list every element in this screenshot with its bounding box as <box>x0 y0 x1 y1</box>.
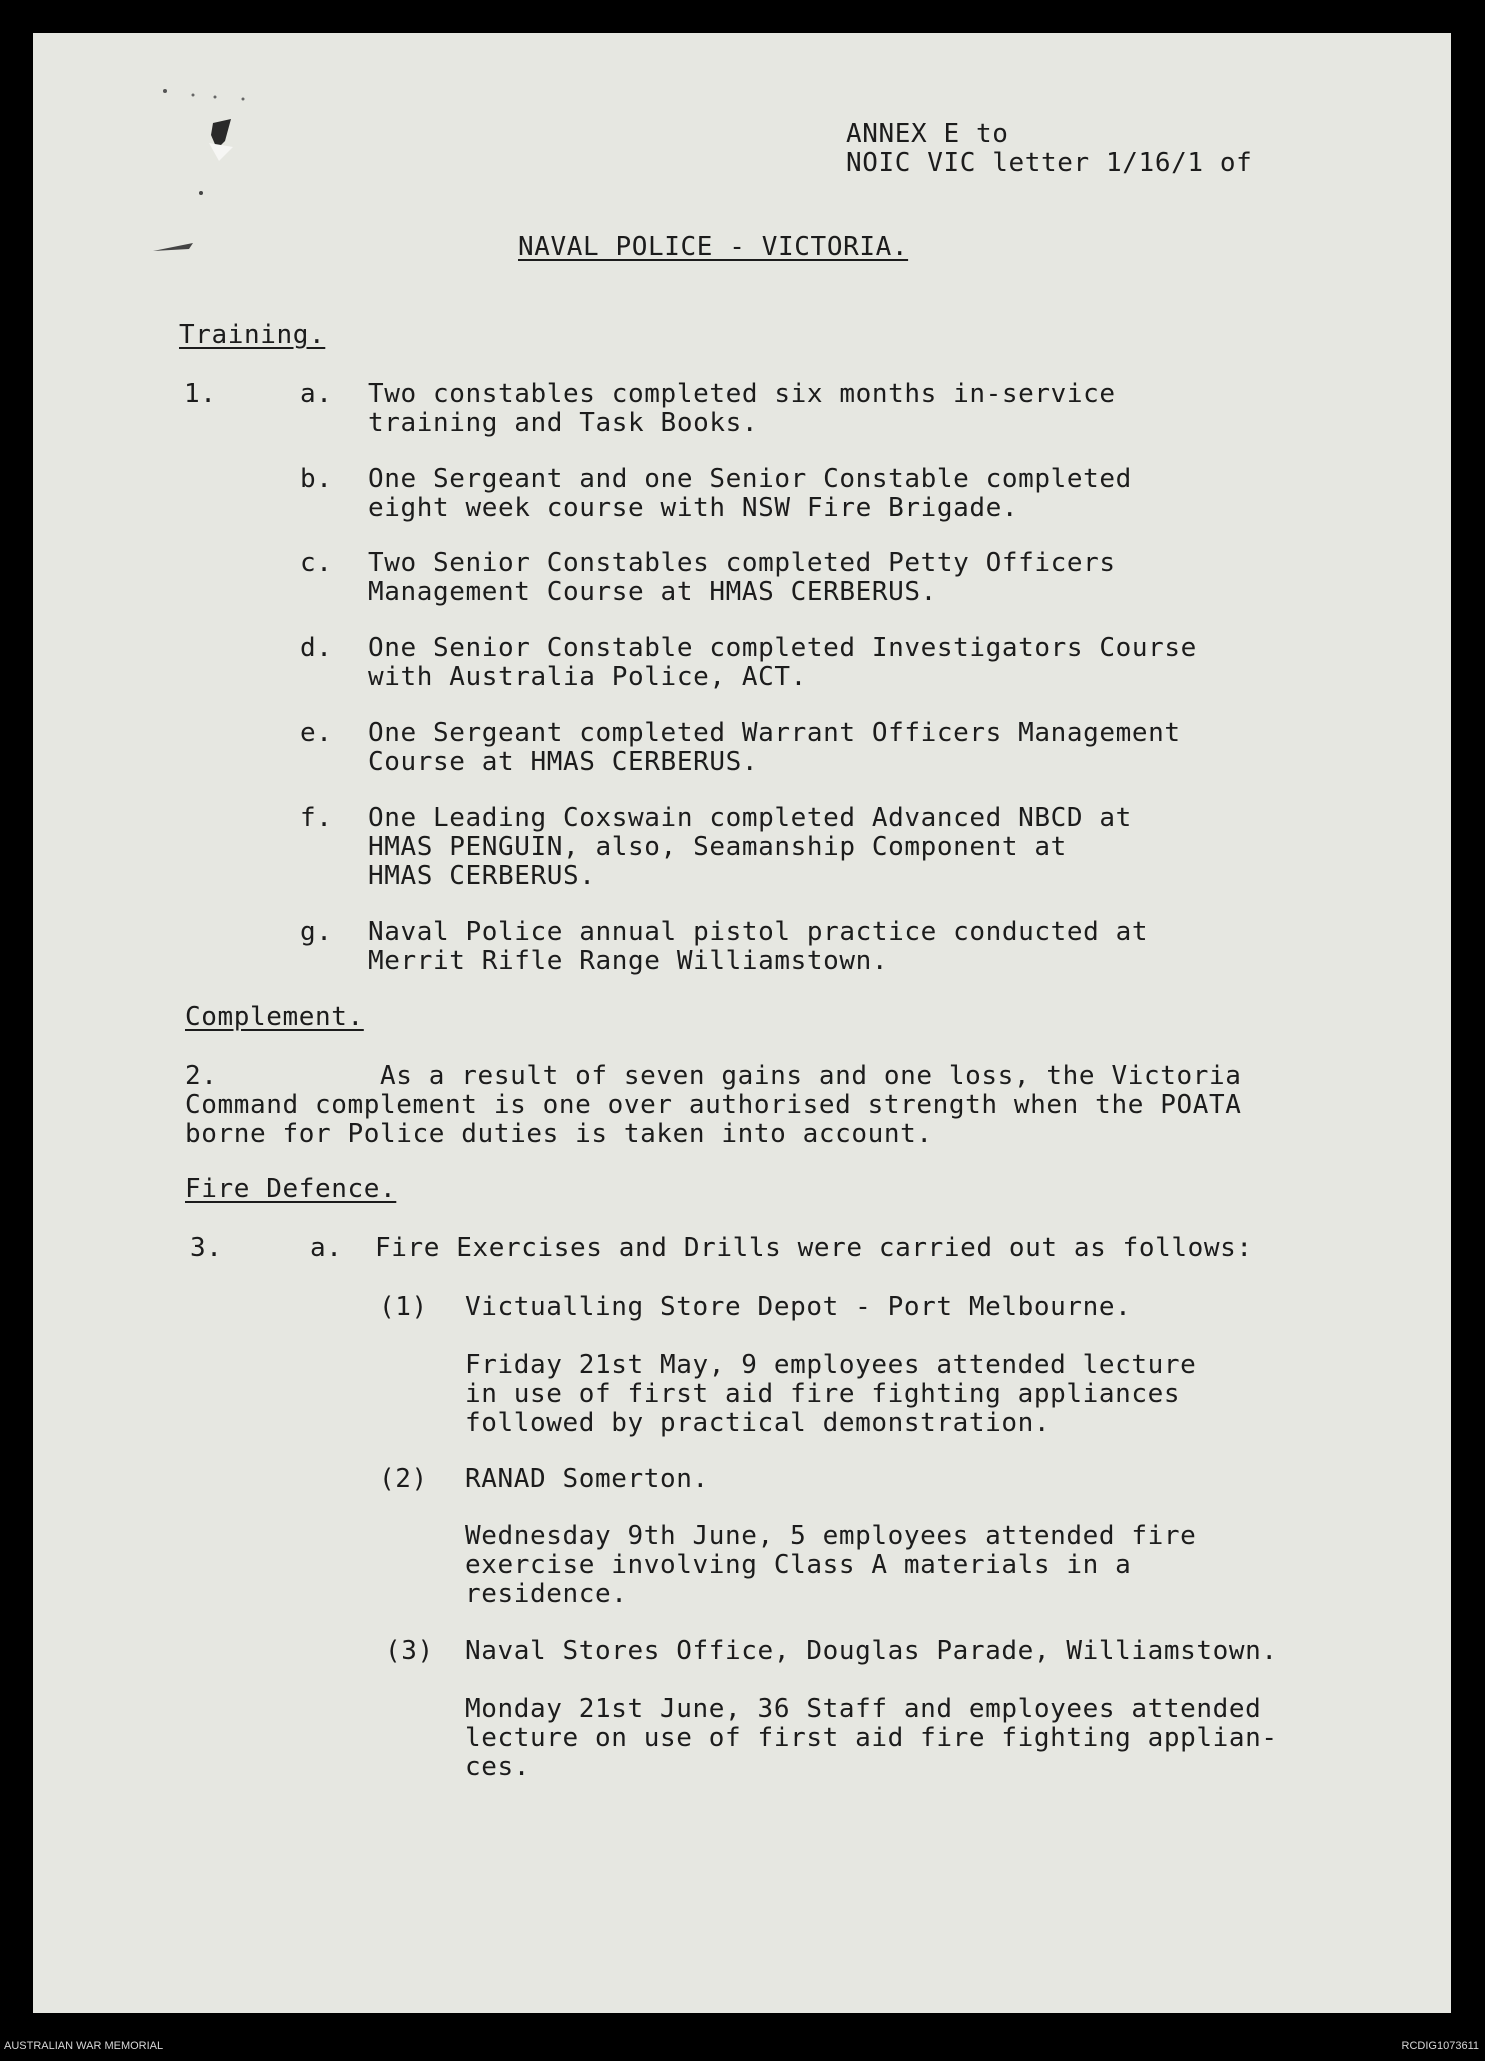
subitem-title: RANAD Somerton. <box>465 1464 709 1494</box>
item-letter: e. <box>300 718 333 748</box>
subitem-title: Naval Stores Office, Douglas Parade, Williamstown. <box>465 1636 1278 1666</box>
item-line: Naval Police annual pistol practice conducted at <box>368 917 1149 947</box>
annex-line-1: ANNEX E to <box>846 119 1009 149</box>
complement-para-line: borne for Police duties is taken into account. <box>185 1119 933 1149</box>
paper-blemish <box>153 83 333 263</box>
item-line: Course at HMAS CERBERUS. <box>368 747 759 777</box>
item-letter: a. <box>310 1233 343 1263</box>
item-line: Two Senior Constables completed Petty Officers <box>368 548 1116 578</box>
subitem-number: (1) <box>379 1292 428 1322</box>
item-letter: a. <box>300 379 333 409</box>
subitem-line: ces. <box>465 1752 531 1782</box>
subitem-line: exercise involving Class A materials in a <box>465 1550 1132 1580</box>
subitem-line: residence. <box>465 1579 628 1609</box>
subitem-line: Wednesday 9th June, 5 employees attended fire <box>465 1521 1197 1551</box>
item-line: HMAS PENGUIN, also, Seamanship Component at <box>368 832 1067 862</box>
item-letter: f. <box>300 803 333 833</box>
subitem-line: lecture on use of first aid fire fighting applian- <box>465 1723 1278 1753</box>
item-letter: b. <box>300 464 333 494</box>
item-letter: d. <box>300 633 333 663</box>
document-title: NAVAL POLICE - VICTORIA. <box>518 232 909 262</box>
item-line: Management Course at HMAS CERBERUS. <box>368 577 937 607</box>
footer-record-id: RCDIG1073611 <box>1401 2040 1479 2052</box>
document-page <box>33 33 1451 2013</box>
training-heading: Training. <box>179 320 326 350</box>
subitem-title: Victualling Store Depot - Port Melbourne. <box>465 1292 1132 1322</box>
item-line: training and Task Books. <box>368 408 759 438</box>
subitem-line: followed by practical demonstration. <box>465 1408 1051 1438</box>
subitem-line: in use of first aid fire fighting appliances <box>465 1379 1181 1409</box>
item-line: One Sergeant and one Senior Constable completed <box>368 464 1132 494</box>
complement-para-line: 2. As a result of seven gains and one loss, the Victoria <box>185 1061 1242 1091</box>
item-line: Two constables completed six months in-service <box>368 379 1116 409</box>
item-line: One Sergeant completed Warrant Officers Management <box>368 718 1181 748</box>
subitem-line: Friday 21st May, 9 employees attended lecture <box>465 1350 1197 1380</box>
complement-para-line: Command complement is one over authorised strength when the POATA <box>185 1090 1242 1120</box>
subitem-number: (2) <box>379 1464 428 1494</box>
item-line: One Senior Constable completed Investigators Course <box>368 633 1197 663</box>
subitem-number: (3) <box>385 1636 434 1666</box>
fire-exercises-intro: Fire Exercises and Drills were carried out as follows: <box>375 1233 1253 1263</box>
item-line: with Australia Police, ACT. <box>368 662 807 692</box>
para-number-3: 3. <box>190 1233 223 1263</box>
annex-line-2: NOIC VIC letter 1/16/1 of <box>846 148 1253 178</box>
item-line: One Leading Coxswain completed Advanced NBCD at <box>368 803 1132 833</box>
item-letter: c. <box>300 548 333 578</box>
item-line: Merrit Rifle Range Williamstown. <box>368 946 889 976</box>
footer-institution: AUSTRALIAN WAR MEMORIAL <box>4 2040 164 2052</box>
item-letter: g. <box>300 917 333 947</box>
item-line: eight week course with NSW Fire Brigade. <box>368 493 1019 523</box>
fire-defence-heading: Fire Defence. <box>185 1174 397 1204</box>
para-number-1: 1. <box>184 379 217 409</box>
subitem-line: Monday 21st June, 36 Staff and employees attended <box>465 1694 1262 1724</box>
item-line: HMAS CERBERUS. <box>368 861 596 891</box>
complement-heading: Complement. <box>185 1002 364 1032</box>
